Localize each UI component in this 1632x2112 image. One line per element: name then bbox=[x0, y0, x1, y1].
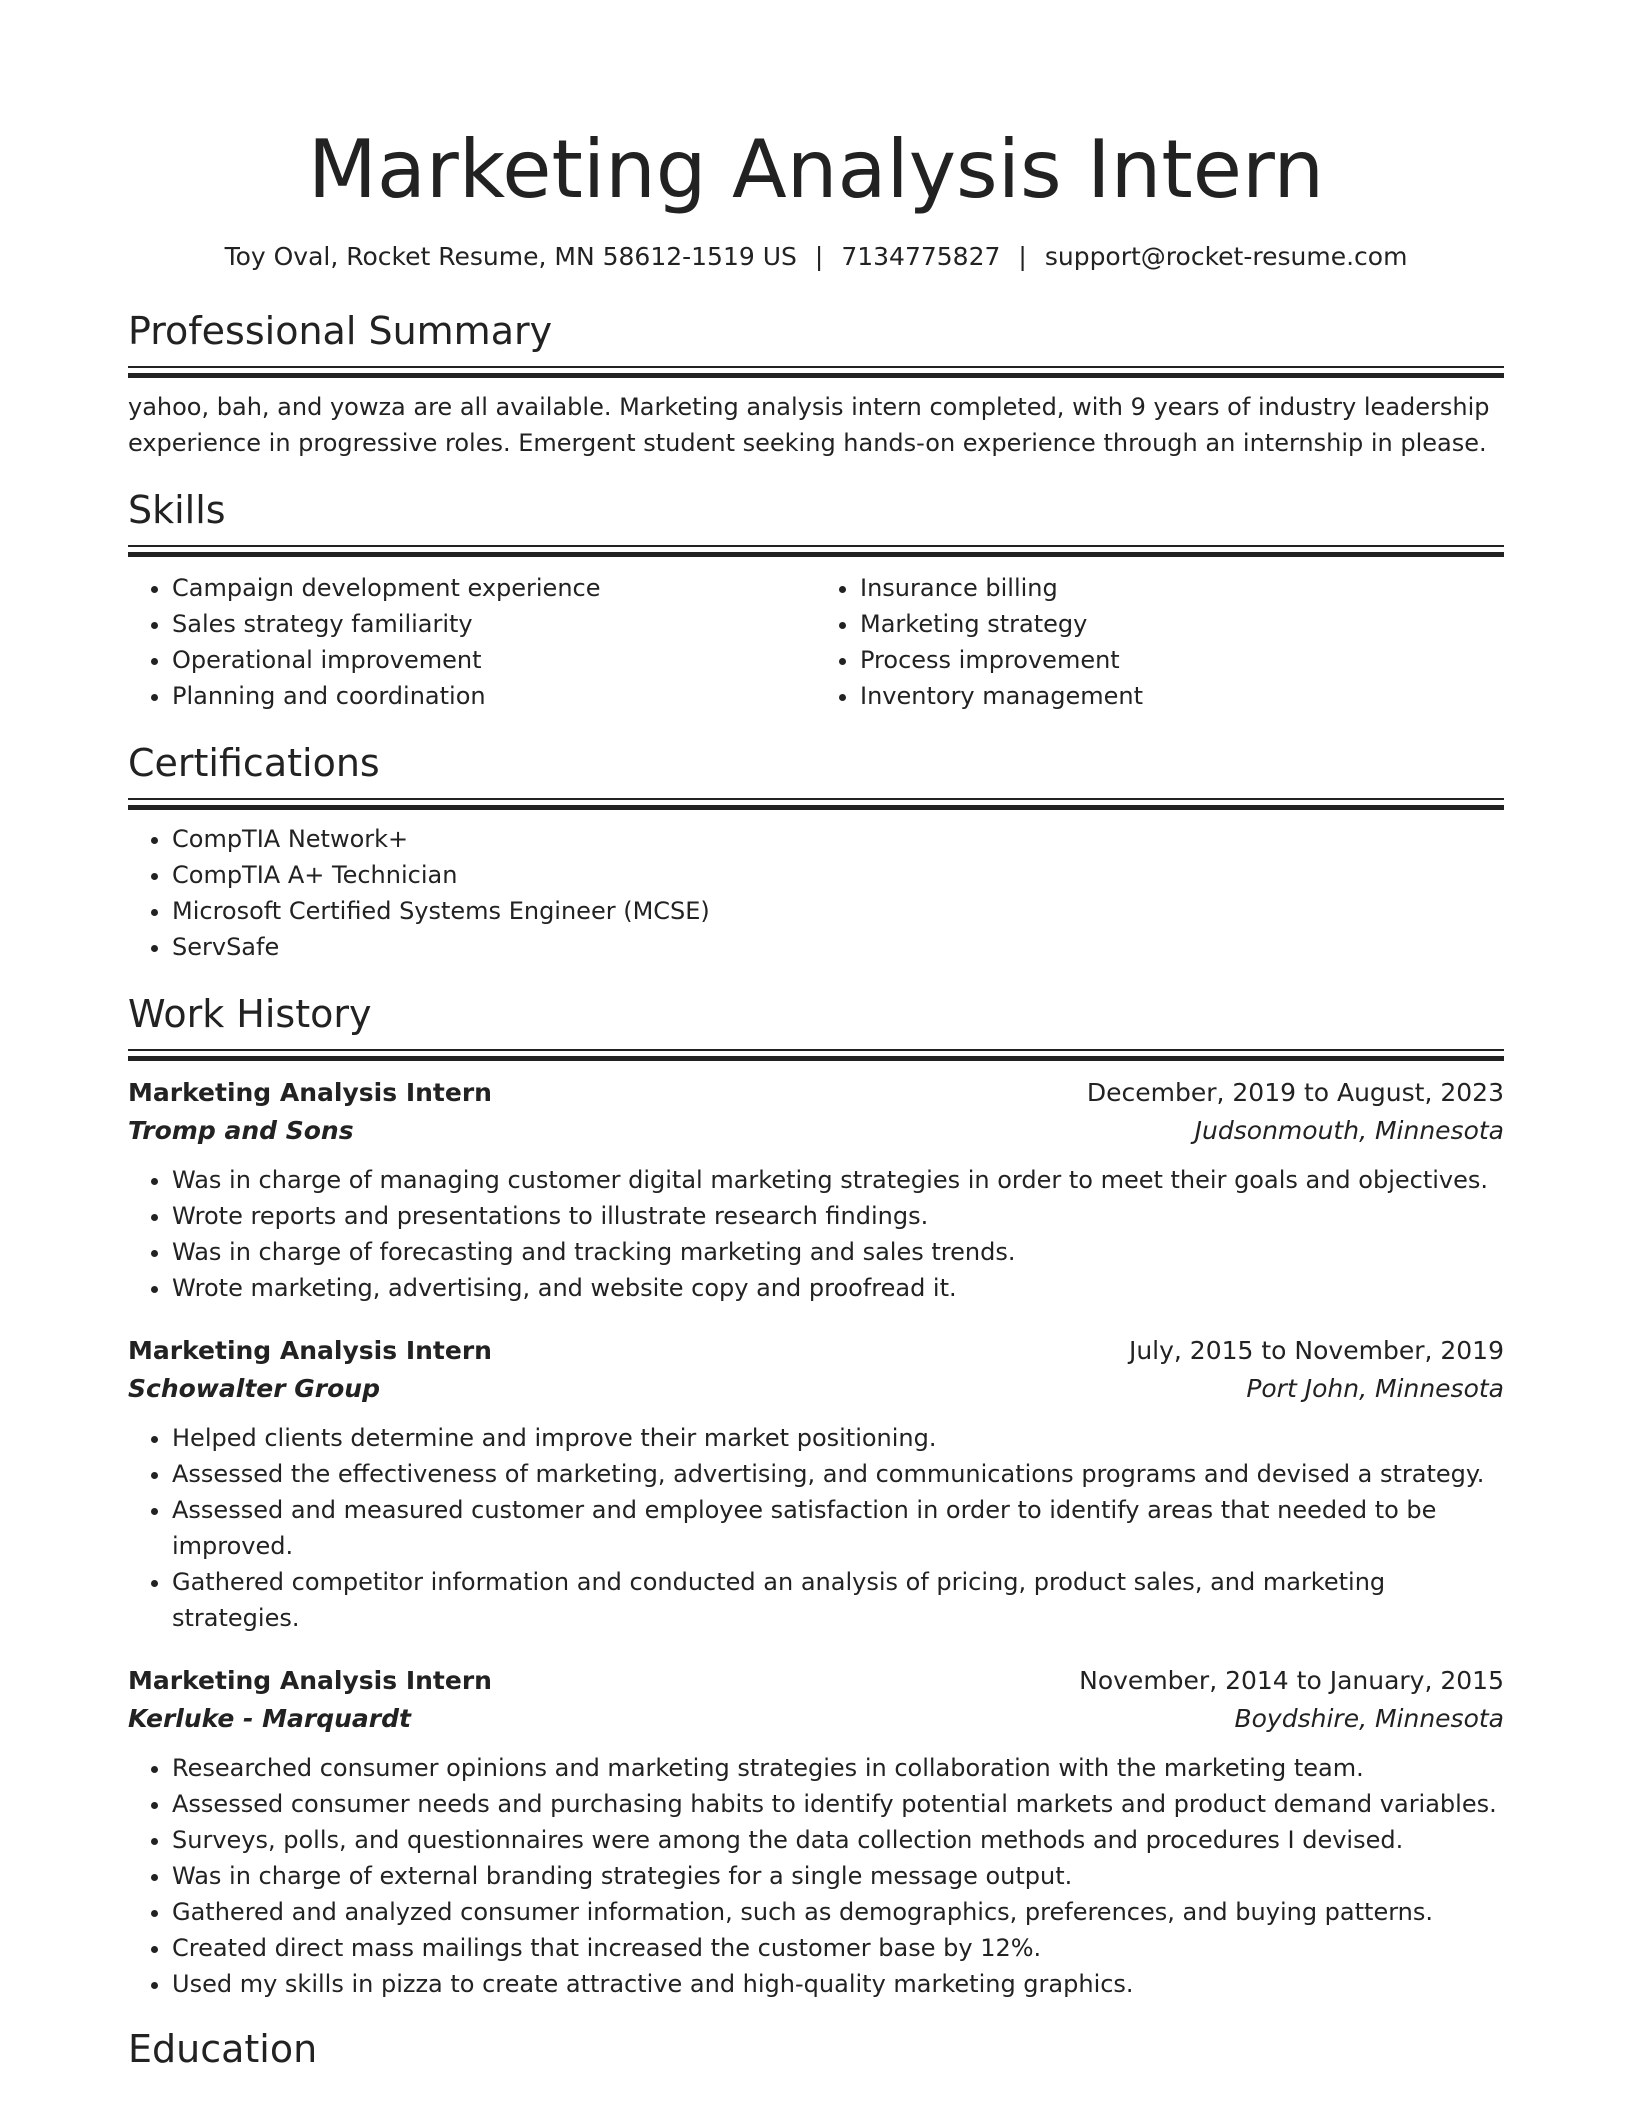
job-dates: November, 2014 to January, 2015 bbox=[1079, 1666, 1504, 1695]
job-bullet: • Surveys, polls, and questionnaires were among the data collection methods and procedures I devised. bbox=[172, 1822, 1504, 1858]
job-bullets bbox=[128, 1162, 1504, 1306]
job-bullet: • Gathered and analyzed consumer information, such as demographics, preferences, and buying patterns. bbox=[172, 1894, 1504, 1930]
job-header bbox=[128, 1074, 1504, 1112]
job-title: Marketing Analysis Intern bbox=[128, 1336, 492, 1365]
job-bullet: • Gathered competitor information and conducted an analysis of pricing, product sales, and marketing strategies. bbox=[172, 1564, 1504, 1636]
summary-text: yahoo, bah, and yowza are all available. Marketing analysis intern completed, with 9 years of industry leadership experience in progressive roles. Emergent student seeking hands-on experience through an internship in please. bbox=[128, 393, 1490, 457]
job-bullet: • Created direct mass mailings that increased the customer base by 12%. bbox=[172, 1930, 1504, 1966]
job-company: Schowalter Group bbox=[128, 1374, 380, 1403]
certification-item: • CompTIA Network+ bbox=[172, 821, 1504, 857]
education-section bbox=[128, 2026, 1504, 2072]
job-subheader bbox=[128, 1370, 1504, 1408]
contact-separator: | bbox=[1018, 242, 1027, 271]
job-location: Boydshire, Minnesota bbox=[1234, 1704, 1504, 1733]
skill-item: • Marketing strategy bbox=[860, 606, 1504, 642]
section-divider bbox=[128, 366, 1504, 377]
skills-section bbox=[128, 487, 1504, 714]
work-history-section bbox=[128, 991, 1504, 2002]
summary-title: Professional Summary bbox=[128, 309, 553, 353]
job-title: Marketing Analysis Intern bbox=[128, 1666, 492, 1695]
certification-item: • ServSafe bbox=[172, 929, 1504, 965]
education-title: Education bbox=[128, 2027, 318, 2071]
skill-item: • Sales strategy familiarity bbox=[172, 606, 816, 642]
job-bullet: • Helped clients determine and improve their market positioning. bbox=[172, 1420, 1504, 1456]
skills-list bbox=[128, 570, 1504, 714]
skills-column-left bbox=[128, 570, 816, 714]
job-bullet: • Was in charge of managing customer digital marketing strategies in order to meet their goals and objectives. bbox=[172, 1162, 1504, 1198]
job-bullets bbox=[128, 1420, 1504, 1636]
job-company: Tromp and Sons bbox=[128, 1116, 354, 1145]
job-entry bbox=[128, 1662, 1504, 2002]
job-bullet: • Wrote reports and presentations to illustrate research findings. bbox=[172, 1198, 1504, 1234]
job-bullet: • Used my skills in pizza to create attractive and high-quality marketing graphics. bbox=[172, 1966, 1504, 2002]
job-location: Judsonmouth, Minnesota bbox=[1194, 1116, 1504, 1145]
job-location: Port John, Minnesota bbox=[1246, 1374, 1504, 1403]
job-bullet: • Assessed and measured customer and employee satisfaction in order to identify areas that needed to be improved. bbox=[172, 1492, 1504, 1564]
skill-item: • Process improvement bbox=[860, 642, 1504, 678]
contact-phone: 7134775827 bbox=[841, 242, 1001, 271]
certification-item: • Microsoft Certified Systems Engineer (MCSE) bbox=[172, 893, 1504, 929]
job-company: Kerluke - Marquardt bbox=[128, 1704, 411, 1733]
skill-item: • Inventory management bbox=[860, 678, 1504, 714]
job-entry bbox=[128, 1332, 1504, 1636]
job-bullet: • Researched consumer opinions and marketing strategies in collaboration with the marketing team. bbox=[172, 1750, 1504, 1786]
job-bullet: • Wrote marketing, advertising, and website copy and proofread it. bbox=[172, 1270, 1504, 1306]
resume-name: Marketing Analysis Intern bbox=[307, 123, 1325, 216]
skills-column-right bbox=[816, 570, 1504, 714]
contact-email: support@rocket-resume.com bbox=[1044, 242, 1408, 271]
section-divider bbox=[128, 1049, 1504, 1060]
section-divider bbox=[128, 545, 1504, 556]
certifications-section bbox=[128, 740, 1504, 965]
job-bullets bbox=[128, 1750, 1504, 2002]
contact-address: Toy Oval, Rocket Resume, MN 58612-1519 US bbox=[224, 242, 797, 271]
job-header bbox=[128, 1332, 1504, 1370]
skills-title: Skills bbox=[128, 488, 226, 532]
job-bullet: • Assessed the effectiveness of marketing, advertising, and communications programs and devised a strategy. bbox=[172, 1456, 1504, 1492]
certifications-list bbox=[128, 821, 1504, 965]
skill-item: • Planning and coordination bbox=[172, 678, 816, 714]
job-entry bbox=[128, 1074, 1504, 1306]
job-dates: July, 2015 to November, 2019 bbox=[1128, 1336, 1504, 1365]
contact-separator: | bbox=[814, 242, 824, 271]
job-bullet: • Was in charge of external branding strategies for a single message output. bbox=[172, 1858, 1504, 1894]
skill-item: • Operational improvement bbox=[172, 642, 816, 678]
job-bullet: • Assessed consumer needs and purchasing habits to identify potential markets and product demand variables. bbox=[172, 1786, 1504, 1822]
resume-page bbox=[128, 0, 1504, 2072]
job-title: Marketing Analysis Intern bbox=[128, 1078, 492, 1107]
job-dates: December, 2019 to August, 2023 bbox=[1086, 1078, 1504, 1107]
certifications-title: Certifications bbox=[128, 741, 380, 785]
certification-item: • CompTIA A+ Technician bbox=[172, 857, 1504, 893]
skill-item: • Campaign development experience bbox=[172, 570, 816, 606]
job-subheader bbox=[128, 1700, 1504, 1738]
summary-section bbox=[128, 308, 1504, 461]
contact-line bbox=[128, 240, 1504, 274]
work-history-title: Work History bbox=[128, 992, 372, 1036]
job-bullet: • Was in charge of forecasting and tracking marketing and sales trends. bbox=[172, 1234, 1504, 1270]
job-subheader bbox=[128, 1112, 1504, 1150]
section-divider bbox=[128, 798, 1504, 809]
skill-item: • Insurance billing bbox=[860, 570, 1504, 606]
job-header bbox=[128, 1662, 1504, 1700]
